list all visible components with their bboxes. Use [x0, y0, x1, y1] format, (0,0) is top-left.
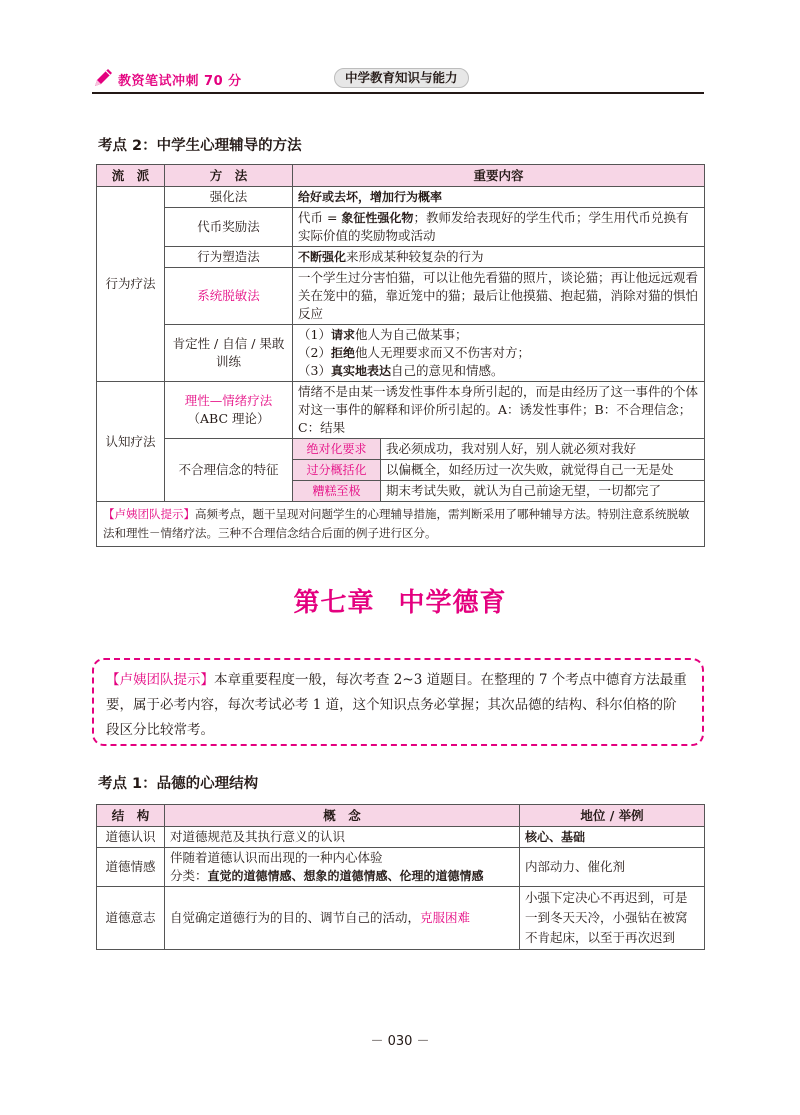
counseling-methods-table	[96, 164, 705, 547]
chapter-tip-box	[92, 658, 704, 746]
col-header-school: 流 派	[97, 165, 165, 187]
shaping-bold: 不断强化	[298, 250, 347, 264]
school-cognitive: 认知疗法	[97, 382, 165, 502]
assertive-item	[298, 362, 699, 380]
running-header	[92, 66, 704, 90]
structure-will: 道德意志	[97, 887, 165, 950]
belief-tag-catastrophe: 糟糕至极	[293, 481, 381, 502]
col-header-method: 方 法	[165, 165, 293, 187]
school-behavior: 行为疗法	[97, 187, 165, 382]
table-row	[97, 827, 705, 848]
method-token: 代币奖励法	[165, 208, 293, 247]
table-header-row	[97, 805, 705, 827]
status-cognition: 核心、基础	[520, 827, 705, 848]
method-desensitization: 系统脱敏法	[165, 268, 293, 325]
assertive-item	[298, 326, 699, 344]
book-title: 教资笔试冲刺 70 分	[118, 74, 242, 89]
content-assertive	[293, 325, 705, 382]
content-reinforcement: 给好或去坏，增加行为概率	[293, 187, 705, 208]
structure-emotion: 道德情感	[97, 848, 165, 887]
chapter-title	[0, 582, 800, 619]
table-row	[97, 887, 705, 950]
emotion-types	[170, 867, 514, 885]
header-rule	[92, 92, 704, 94]
will-definition: 自觉确定道德行为的目的、调节自己的活动，	[170, 910, 421, 925]
tip-text: 高频考点，题干呈现对问题学生的心理辅导措施，需判断采用了哪种辅导方法。特别注意系统脱敏法和理性－情绪疗法。三种不合理信念结合后面的例子进行区分。	[103, 507, 690, 540]
table-row	[97, 848, 705, 887]
will-highlight: 克服困难	[420, 910, 471, 925]
item-bold: 真实地表达	[330, 364, 391, 378]
table-row	[97, 382, 705, 439]
emotion-definition: 伴随着道德认识而出现的一种内心体验	[170, 850, 383, 865]
table-header-row	[97, 165, 705, 187]
section-title-moral-structure: 考点 1：品德的心理结构	[98, 776, 259, 792]
belief-tag-absolute: 绝对化要求	[293, 439, 381, 460]
table-row	[97, 187, 705, 208]
col-header-concept: 概 念	[165, 805, 520, 827]
pencil-icon	[92, 67, 114, 89]
assertive-item	[298, 344, 699, 362]
emotion-types-lead: 分类：	[170, 868, 208, 883]
belief-example-absolute: 我必须成功，我对别人好，别人就必须对我好	[381, 439, 705, 460]
concept-cognition: 对道德规范及其执行意义的认识	[165, 827, 520, 848]
token-lead: 代币 =	[298, 210, 342, 225]
emotion-types-list: 直觉的道德情感、想象的道德情感、伦理的道德情感	[207, 869, 484, 883]
shaping-rest: 来形成某种较复杂的行为	[346, 249, 484, 264]
item-rest: 他人为自己做某事；	[354, 327, 468, 342]
method-rational	[165, 382, 293, 439]
belief-example-catastrophe: 期末考试失败，就认为自己前途无望，一切都完了	[381, 481, 705, 502]
section-title-counseling: 考点 2：中学生心理辅导的方法	[98, 138, 302, 154]
col-header-structure: 结 构	[97, 805, 165, 827]
content-desensitization: 一个学生过分害怕猫，可以让他先看猫的照片，谈论猫；再让他远远观看关在笼中的猫，靠近笼中的猫；最后让他摸猫、抱起猫，消除对猫的惧怕反应	[293, 268, 705, 325]
chapter-tip-text: 本章重要程度一般，每次考查 2~3 道题目。在整理的 7 个考点中德育方法最重要，属于必考内容，每次考试必考 1 道，这个知识点务必掌握；其次品德的结构、科尔伯格的阶段区分比较常考。	[106, 672, 687, 738]
status-emotion: 内部动力、催化剂	[520, 848, 705, 887]
rational-name: 理性—情绪疗法	[184, 393, 273, 408]
belief-example-overgeneral: 以偏概全，如经历过一次失败，就觉得自己一无是处	[381, 460, 705, 481]
tip-row	[97, 502, 705, 547]
token-bold: 象征性强化物	[341, 211, 414, 225]
chapter-number: 第七章	[293, 588, 375, 618]
rational-sub: （ABC 理论）	[187, 411, 270, 426]
tip-label: 【卢姨团队提示】	[103, 507, 195, 521]
chapter-name: 中学德育	[398, 588, 507, 618]
belief-tag-overgeneral: 过分概括化	[293, 460, 381, 481]
token-rest: ；教师发给表现好的学生代币；学生用代币兑换有实际价值的奖励物或活动	[298, 210, 689, 243]
content-shaping	[293, 247, 705, 268]
content-rational: 情绪不是由某一诱发性事件本身所引起的，而是由经历了这一事件的个体对这一事件的解释和评价所引起的。A：诱发性事件；B：不合理信念；C：结果	[293, 382, 705, 439]
structure-cognition: 道德认识	[97, 827, 165, 848]
table-row	[97, 208, 705, 247]
moral-structure-table	[96, 804, 705, 950]
item-prefix: （1）	[298, 327, 331, 342]
table-row	[97, 325, 705, 382]
table-row	[97, 247, 705, 268]
col-header-content: 重要内容	[293, 165, 705, 187]
item-prefix: （2）	[298, 345, 331, 360]
method-assertive: 肯定性 / 自信 / 果敢训练	[165, 325, 293, 382]
section-tip	[97, 502, 705, 547]
page-number: － 030 －	[370, 1034, 430, 1049]
status-will: 小强下定决心不再迟到，可是一到冬天天冷，小强钻在被窝不肯起床，以至于再次迟到	[520, 887, 705, 950]
subject-badge: 中学教育知识与能力	[334, 68, 469, 88]
chapter-tip-label: 【卢姨团队提示】	[106, 672, 214, 688]
item-prefix: （3）	[298, 363, 331, 378]
method-shaping: 行为塑造法	[165, 247, 293, 268]
concept-emotion	[165, 848, 520, 887]
item-bold: 拒绝	[330, 346, 355, 360]
col-header-status: 地位 / 举例	[520, 805, 705, 827]
item-bold: 请求	[330, 328, 355, 342]
table-row	[97, 268, 705, 325]
content-token	[293, 208, 705, 247]
item-rest: 自己的意见和情感。	[390, 363, 504, 378]
item-rest: 他人无理要求而又不伤害对方；	[354, 345, 530, 360]
method-irrational: 不合理信念的特征	[165, 439, 293, 502]
concept-will	[165, 887, 520, 950]
method-reinforcement: 强化法	[165, 187, 293, 208]
table-row	[97, 439, 705, 460]
